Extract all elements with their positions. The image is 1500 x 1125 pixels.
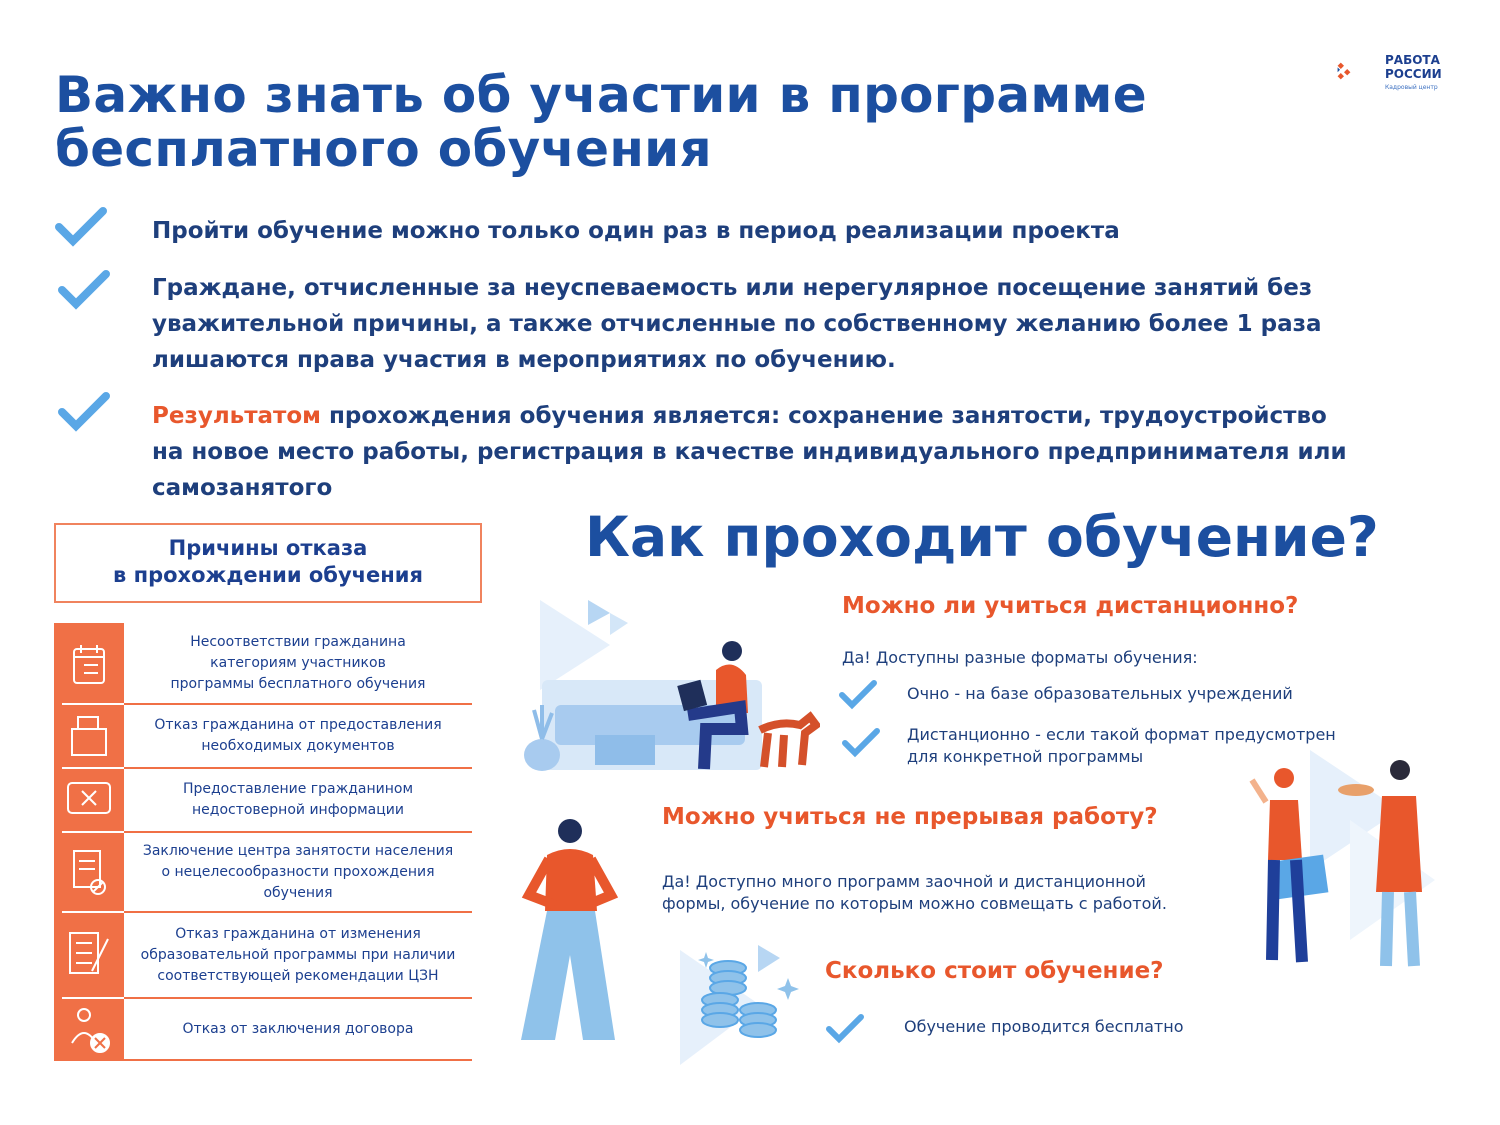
rule-3 xyxy=(152,398,1347,506)
reason-item xyxy=(124,769,472,833)
reason-item xyxy=(124,913,472,999)
reason-item xyxy=(124,999,472,1061)
check-icon xyxy=(58,390,110,432)
work-answer-line-1: Да! Доступно много программ заочной и дистанционной xyxy=(662,872,1146,891)
reasons-title-box xyxy=(54,523,482,603)
check-icon xyxy=(825,1012,865,1044)
rule-3-line-1: прохождения обучения является: сохранение занятости, трудоустройство xyxy=(321,403,1327,429)
question-remote: Можно ли учиться дистанционно? xyxy=(842,593,1299,619)
logo-line-2: РОССИИ xyxy=(1385,67,1442,81)
reasons-title-line-1: Причины отказа xyxy=(168,536,368,560)
rule-1: Пройти обучение можно только один раз в период реализации проекта xyxy=(152,218,1120,244)
reason-line: Отказ гражданина от предоставления xyxy=(154,717,442,733)
logo-subtitle: Кадровый центр xyxy=(1385,84,1438,91)
how-title: Как проходит обучение? xyxy=(585,505,1379,569)
check-icon xyxy=(55,205,107,247)
reason-line: недостоверной информации xyxy=(192,802,404,818)
cost-answer: Обучение проводится бесплатно xyxy=(904,1017,1184,1036)
rule-2-line-3: лишаются права участия в мероприятиях по обучению. xyxy=(152,347,896,373)
remote-learning-illustration-icon xyxy=(520,595,820,775)
check-icon xyxy=(841,726,881,758)
reason-item xyxy=(124,833,472,913)
rule-3-line-2: на новое место работы, регистрация в качестве индивидуального предпринимателя или xyxy=(152,439,1347,465)
reason-line: Заключение центра занятости населения xyxy=(142,842,454,859)
reason-item xyxy=(124,705,472,769)
reason-item xyxy=(124,623,472,705)
check-icon xyxy=(838,678,878,710)
reason-icons xyxy=(54,623,124,1061)
reason-line: Несоответствии гражданина xyxy=(190,633,406,650)
reason-line: программы бесплатного обучения xyxy=(170,675,426,692)
rabota-rossii-logo-icon xyxy=(1336,48,1382,94)
rule-2-line-2: уважительной причины, а также отчисленные по собственному желанию более 1 раза xyxy=(152,311,1322,337)
reason-line: Отказ гражданина от изменения xyxy=(175,925,421,942)
reason-line: необходимых документов xyxy=(201,738,395,754)
title-line-2: бесплатного обучения xyxy=(55,120,712,178)
reason-line: о нецелесообразности прохождения xyxy=(161,863,435,880)
reasons-title-line-2: в прохождении обучения xyxy=(112,563,424,587)
reason-line: образовательной программы при наличии xyxy=(140,946,456,963)
option-in-person: Очно - на базе образовательных учреждений xyxy=(907,684,1293,703)
reason-line: категориям участников xyxy=(210,654,386,671)
option-remote-line-2: для конкретной программы xyxy=(907,747,1144,766)
work-answer xyxy=(662,871,1167,915)
title-line-1: Важно знать об участии в программе xyxy=(55,66,1147,124)
rule-3-line-3: самозанятого xyxy=(152,475,333,501)
option-remote-line-1: Дистанционно - если такой формат предусмотрен xyxy=(907,725,1336,744)
remote-intro: Да! Доступны разные форматы обучения: xyxy=(842,648,1198,667)
reason-line: обучения xyxy=(263,884,333,901)
check-icon xyxy=(58,268,110,310)
reason-line: Отказ от заключения договора xyxy=(182,1020,414,1037)
logo-text xyxy=(1385,53,1442,81)
work-answer-line-2: формы, обучение по которым можно совмещать с работой. xyxy=(662,894,1167,913)
coins-illustration-icon xyxy=(680,940,810,1070)
question-cost: Сколько стоит обучение? xyxy=(825,958,1164,984)
woman-illustration-icon xyxy=(515,815,625,1050)
workers-illustration-icon xyxy=(1240,740,1440,980)
rule-2-line-1: Граждане, отчисленные за неуспеваемость или нерегулярное посещение занятий без xyxy=(152,275,1313,301)
logo-line-1: РАБОТА xyxy=(1385,53,1440,67)
reason-line: Предоставление гражданином xyxy=(182,781,414,797)
question-work: Можно учиться не прерывая работу? xyxy=(662,804,1158,830)
rule-2 xyxy=(152,270,1322,378)
rule-3-accent: Результатом xyxy=(152,403,321,429)
page-title xyxy=(55,68,1147,176)
reason-line: соответствующей рекомендации ЦЗН xyxy=(157,967,439,984)
